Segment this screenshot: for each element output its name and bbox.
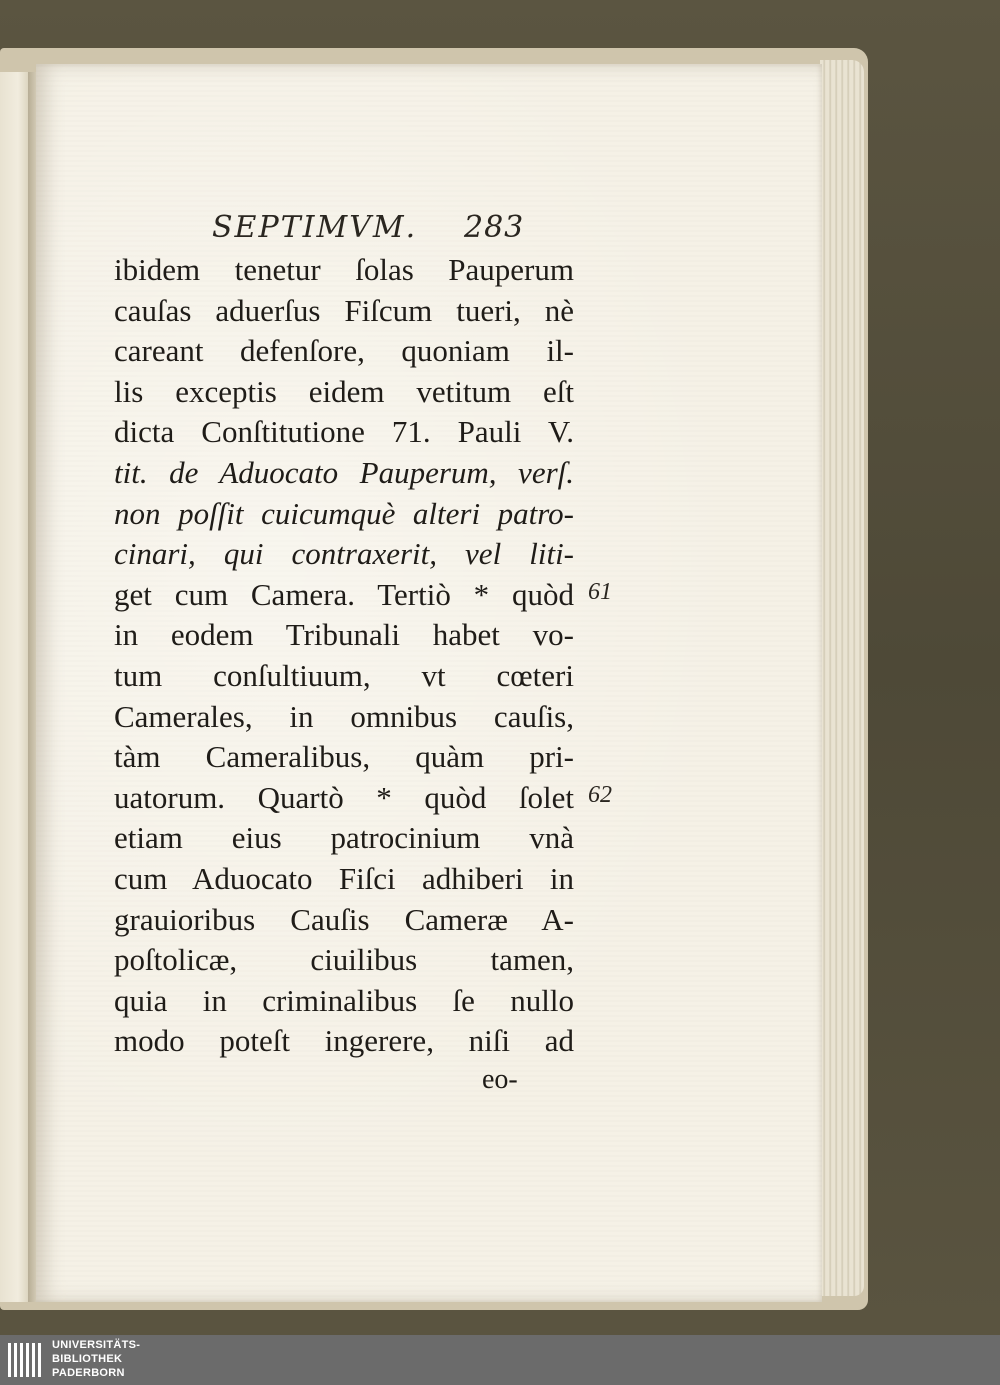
- body-text: [114, 250, 574, 1062]
- library-name-line-3: PADERBORN: [52, 1367, 125, 1379]
- text-line: tum conſultiuum, vt cœteri: [114, 657, 574, 693]
- text-line: etiam eius patrocinium vnà: [114, 820, 574, 856]
- text-line: tit. de Aduocato Pauperum, verſ.: [114, 454, 574, 490]
- library-logo-icon: [6, 1339, 46, 1381]
- text-line: tàm Cameralibus, quàm pri-: [114, 739, 574, 775]
- text-line: uatorum. Quartò * quòd ſolet: [114, 779, 574, 815]
- text-line: cauſas aduerſus Fiſcum tueri, nè: [114, 292, 574, 328]
- text-line: dicta Conſtitutione 71. Pauli V.: [114, 414, 574, 450]
- text-line: non poſſit cuicumquè alteri patro-: [114, 495, 574, 531]
- text-line: poſtolicæ, ciuilibus tamen,: [114, 942, 574, 978]
- text-line: cum Aduocato Fiſci adhiberi in: [114, 860, 574, 896]
- page-stack-edge: [820, 60, 864, 1296]
- library-name-line-1: UNIVERSITÄTS-: [52, 1339, 141, 1351]
- page-number: 283: [464, 210, 525, 245]
- text-line: modo poteſt ingerere, niſi ad: [114, 1023, 574, 1059]
- library-footer: [0, 1335, 1000, 1385]
- library-name-line-2: BIBLIOTHEK: [52, 1353, 123, 1365]
- text-line: lis exceptis eidem vetitum eſt: [114, 373, 574, 409]
- text-line: quia in criminalibus ſe nullo: [114, 982, 574, 1018]
- text-line: careant defenſore, quoniam il-: [114, 333, 574, 369]
- library-name: [52, 1338, 140, 1380]
- left-page-sliver: [0, 72, 30, 1302]
- catchword: eo-: [482, 1064, 518, 1095]
- running-head: [212, 210, 572, 245]
- margin-note: 61: [588, 578, 612, 605]
- margin-note: 62: [588, 781, 612, 808]
- text-line: Camerales, in omnibus cauſis,: [114, 698, 574, 734]
- running-head-title: SEPTIMVM.: [212, 210, 418, 245]
- text-line: ibidem tenetur ſolas Pauperum: [114, 252, 574, 287]
- text-line: in eodem Tribunali habet vo-: [114, 617, 574, 653]
- text-line: cinari, qui contraxerit, vel liti-: [114, 536, 574, 572]
- text-line: grauioribus Cauſis Cameræ A-: [114, 901, 574, 937]
- text-line: get cum Camera. Tertiò * quòd: [114, 576, 574, 612]
